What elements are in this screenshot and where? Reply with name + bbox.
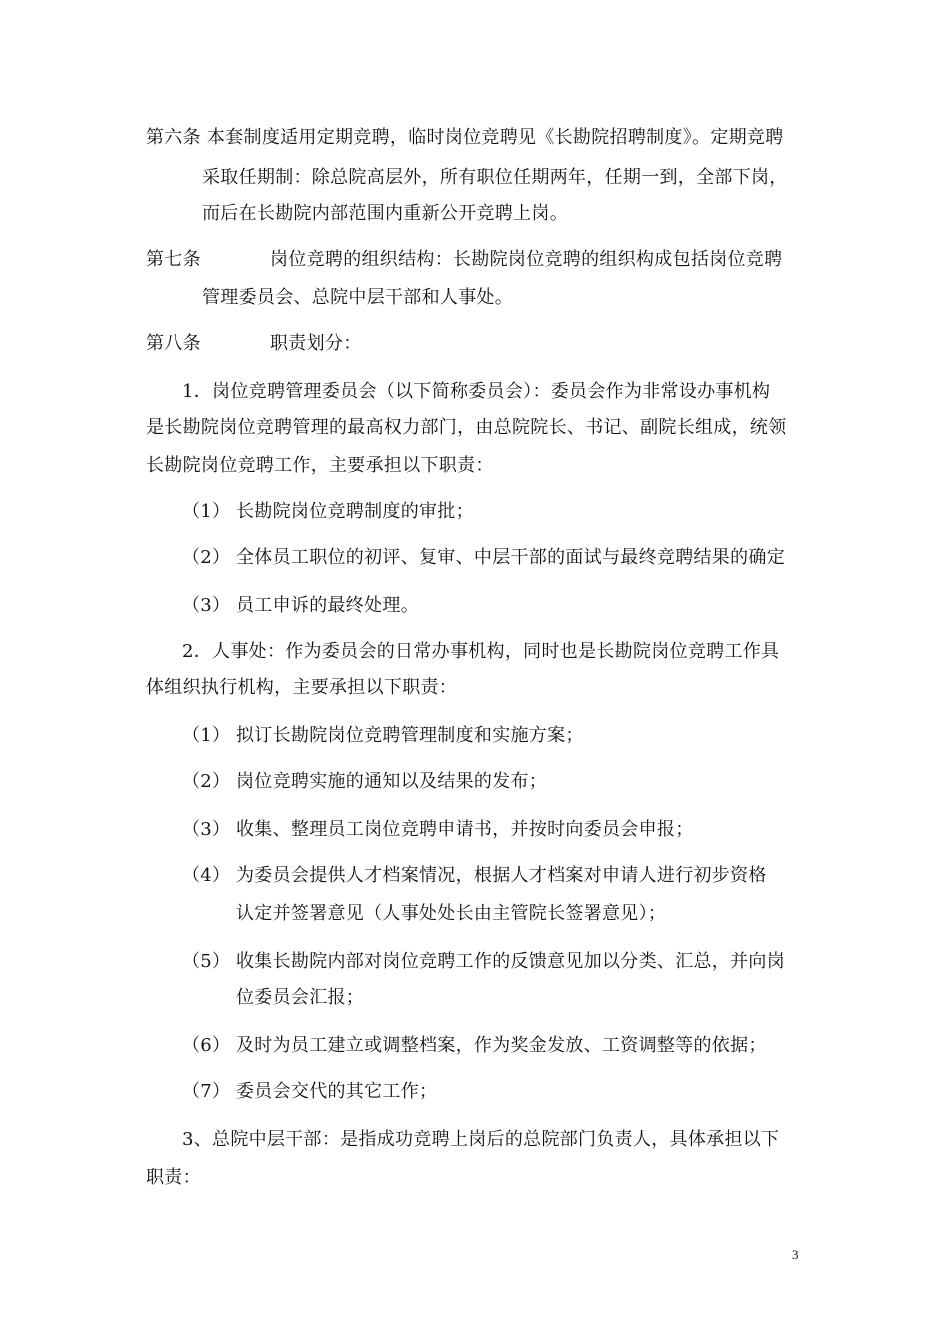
committee-item-2-num: （2）: [182, 547, 231, 568]
hr-item-4-num: （4）: [182, 865, 231, 886]
committee-item-3-num: （3）: [182, 595, 231, 616]
committee-line2: 是长勘院岗位竞聘管理的最高权力部门，由总院院长、书记、副院长组成，统领: [146, 417, 787, 438]
article7-line2: 管理委员会、总院中层干部和人事处。: [202, 287, 514, 308]
committee-line1: 1．岗位竞聘管理委员会（以下简称委员会）：委员会作为非常设办事机构: [182, 381, 771, 402]
committee-line3: 长勘院岗位竞聘工作，主要承担以下职责：: [146, 455, 494, 476]
article7-line1: 岗位竞聘的组织结构：长勘院岗位竞聘的组织构成包括岗位竞聘: [270, 249, 783, 270]
hr-item-6-num: （6）: [182, 1035, 231, 1056]
committee-item-1-num: （1）: [182, 501, 231, 522]
hr-item-4-text2: 认定并签署意见（人事处处长由主管院长签署意见）；: [236, 903, 667, 924]
hr-item-4-text: 为委员会提供人才档案情况，根据人才档案对申请人进行初步资格: [236, 865, 767, 886]
article6-line1: 第六条 本套制度适用定期竞聘，临时岗位竞聘见《长勘院招聘制度》。定期竞聘: [146, 127, 784, 148]
hr-line2: 体组织执行机构，主要承担以下职责：: [146, 677, 458, 698]
hr-item-1-num: （1）: [182, 725, 231, 746]
article8-label: 第八条: [146, 333, 201, 354]
page-number: 3: [792, 1247, 799, 1262]
article6-line3: 而后在长勘院内部范围内重新公开竞聘上岗。: [202, 203, 568, 224]
hr-item-7-text: 委员会交代的其它工作；: [236, 1081, 438, 1102]
article7-label: 第七条: [146, 249, 201, 270]
hr-item-3-text: 收集、整理员工岗位竞聘申请书，并按时向委员会申报；: [236, 819, 694, 840]
hr-item-5-text2: 位委员会汇报；: [236, 987, 365, 1008]
hr-item-7-num: （7）: [182, 1081, 231, 1102]
hr-item-6-text: 及时为员工建立或调整档案，作为奖金发放、工资调整等的依据；: [236, 1035, 767, 1056]
hr-item-2-num: （2）: [182, 771, 231, 792]
article8-text: 职责划分：: [270, 333, 362, 354]
hr-item-5-num: （5）: [182, 951, 231, 972]
midlevel-line1: 3、总院中层干部：是指成功竞聘上岗后的总院部门负责人，具体承担以下: [182, 1129, 780, 1150]
hr-item-1-text: 拟订长勘院岗位竞聘管理制度和实施方案；: [236, 725, 584, 746]
hr-item-3-num: （3）: [182, 819, 231, 840]
article6-line2: 采取任期制：除总院高层外，所有职位任期两年，任期一到，全部下岗，: [202, 167, 788, 188]
midlevel-line2: 职责：: [146, 1167, 201, 1188]
committee-item-1-text: 长勘院岗位竞聘制度的审批；: [236, 501, 474, 522]
hr-item-5-text: 收集长勘院内部对岗位竞聘工作的反馈意见加以分类、汇总，并向岗: [236, 951, 785, 972]
committee-item-3-text: 员工申诉的最终处理。: [236, 595, 419, 616]
committee-item-2-text: 全体员工职位的初评、复审、中层干部的面试与最终竞聘结果的确定: [236, 547, 785, 568]
hr-item-2-text: 岗位竞聘实施的通知以及结果的发布；: [236, 771, 548, 792]
hr-line1: 2．人事处：作为委员会的日常办事机构，同时也是长勘院岗位竞聘工作具: [182, 641, 780, 662]
